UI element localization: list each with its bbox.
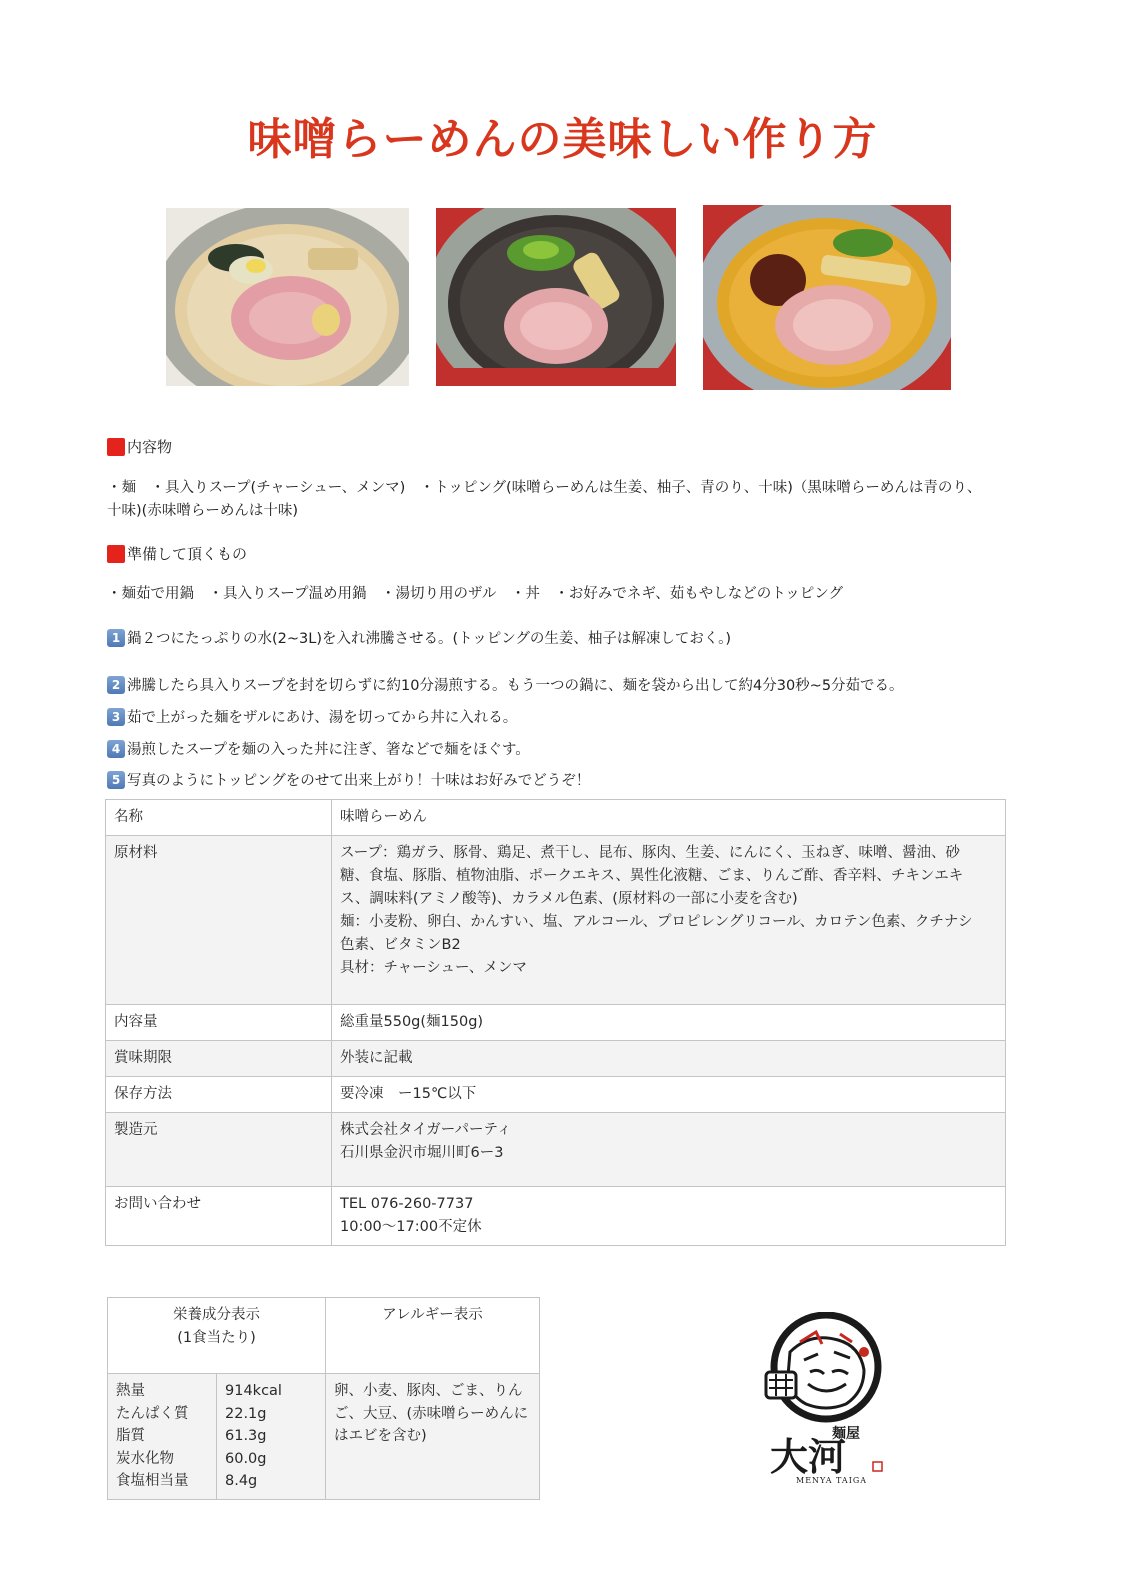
page-title: 味噌らーめんの美味しい作り方 <box>247 114 878 165</box>
table-row: 名称 味噌らーめん <box>106 800 1006 836</box>
logo-roman-text: MENYA TAIGA <box>796 1476 868 1485</box>
number-3-icon: 3 <box>107 708 125 726</box>
table-row: 製造元 株式会社タイガーパーティ 石川県金沢市堀川町6ー3 <box>106 1113 1006 1187</box>
nutrition-table <box>107 1297 540 1500</box>
table-row <box>108 1298 540 1374</box>
menya-taiga-logo <box>760 1312 895 1487</box>
prepare-heading: 準備して頂くもの <box>107 543 247 564</box>
prepare-list: ・麺茹で用鍋 ・具入りスープ温め用鍋 ・湯切り用のザル ・丼 ・お好みでネギ、茹もやしなどのトッピング <box>107 586 844 602</box>
logo-big-text: 大河 <box>770 1434 847 1479</box>
step-2: 2 沸騰したら具入りスープを封を切らずに約10分湯煎する。もう一つの鍋に、麺を袋から出して約4分30秒~5分茹でる。 <box>107 674 904 695</box>
contact-cell: TEL 076-260-7737 10:00〜17:00不定休 <box>332 1187 1006 1246</box>
nutrition-header: 栄養成分表示 (1食当たり) <box>108 1298 326 1374</box>
step-1: 1 鍋２つにたっぷりの水(2~3L)を入れ沸騰させる。(トッピングの生姜、柚子は解凍しておく。) <box>107 627 731 648</box>
nutrient-names: 熱量 たんぱく質 脂質 炭水化物 食塩相当量 <box>108 1374 217 1500</box>
allergy-cell: 卵、小麦、豚肉、ごま、りん ご、大豆、(赤味噌らーめんに はエビを含む) <box>326 1374 540 1500</box>
contents-list: ・麺 ・具入りスープ(チャーシュー、メンマ) ・トッピング(味噌らーめんは生姜、柚子、青のり、十味)（黒味噌らーめんは青のり、 十味)(赤味噌らーめんは十味) <box>107 480 982 519</box>
nutrient-values: 914kcal 22.1g 61.3g 60.0g 8.4g <box>217 1374 326 1500</box>
table-row: 保存方法 要冷凍 ー15℃以下 <box>106 1077 1006 1113</box>
logo-small-text: 麺屋 <box>832 1426 860 1442</box>
number-4-icon: 4 <box>107 740 125 758</box>
table-row <box>108 1374 540 1500</box>
number-5-icon: 5 <box>107 771 125 789</box>
ramen-photo-miso <box>166 208 409 386</box>
step-4: 4 湯煎したスープを麺の入った丼に注ぎ、箸などで麺をほぐす。 <box>107 738 530 759</box>
product-spec-table <box>105 799 1006 1246</box>
table-row: 賞味期限 外装に記載 <box>106 1041 1006 1077</box>
number-1-icon: 1 <box>107 629 125 647</box>
table-row: 内容量 総重量550g(麺150g) <box>106 1005 1006 1041</box>
red-square-icon <box>107 438 125 456</box>
table-row: お問い合わせ TEL 076-260-7737 10:00〜17:00不定休 <box>106 1187 1006 1246</box>
step-3: 3 茹で上がった麺をザルにあけ、湯を切ってから丼に入れる。 <box>107 706 517 727</box>
allergy-header: アレルギー表示 <box>326 1298 540 1374</box>
red-square-icon <box>107 545 125 563</box>
step-5: 5 写真のようにトッピングをのせて出来上がり！十味はお好みでどうぞ！ <box>107 769 590 790</box>
ramen-photo-red-miso <box>703 205 951 390</box>
maker-cell: 株式会社タイガーパーティ 石川県金沢市堀川町6ー3 <box>332 1113 1006 1187</box>
ingredients-cell: スープ：鶏ガラ、豚骨、鶏足、煮干し、昆布、豚肉、生姜、にんにく、玉ねぎ、味噌、醤油、砂 糖、食塩、豚脂、植物油脂、ポークエキス、異性化液糖、ごま、りんご酢、香辛料、チキンエキ ス、調味料(アミノ酸等)、カラメル色素、(原材料の一部に小麦を含む) 麺：小麦粉、卵白、かんすい、塩、アルコール、プロピレングリコール、カロテン色素、クチナシ 色素、ビタミンB2 具材：チャーシュー、メンマ <box>332 836 1006 1005</box>
table-row: 原材料 スープ：鶏ガラ、豚骨、鶏足、煮干し、昆布、豚肉、生姜、にんにく、玉ねぎ、味噌、醤油、砂 糖、食塩、豚脂、植物油脂、ポークエキス、異性化液糖、ごま、りんご酢、香辛料、チキンエキ ス、調味料(アミノ酸等)、カラメル色素、(原材料の一部に小麦を含む) 麺：小麦粉、卵白、かんすい、塩、アルコール、プロピレングリコール、カロテン色素、クチナシ 色素、ビタミンB2 具材：チャーシュー、メンマ <box>106 836 1006 1005</box>
contents-heading: 内容物 <box>107 436 172 457</box>
number-2-icon: 2 <box>107 676 125 694</box>
ramen-photo-black-miso <box>436 208 676 386</box>
